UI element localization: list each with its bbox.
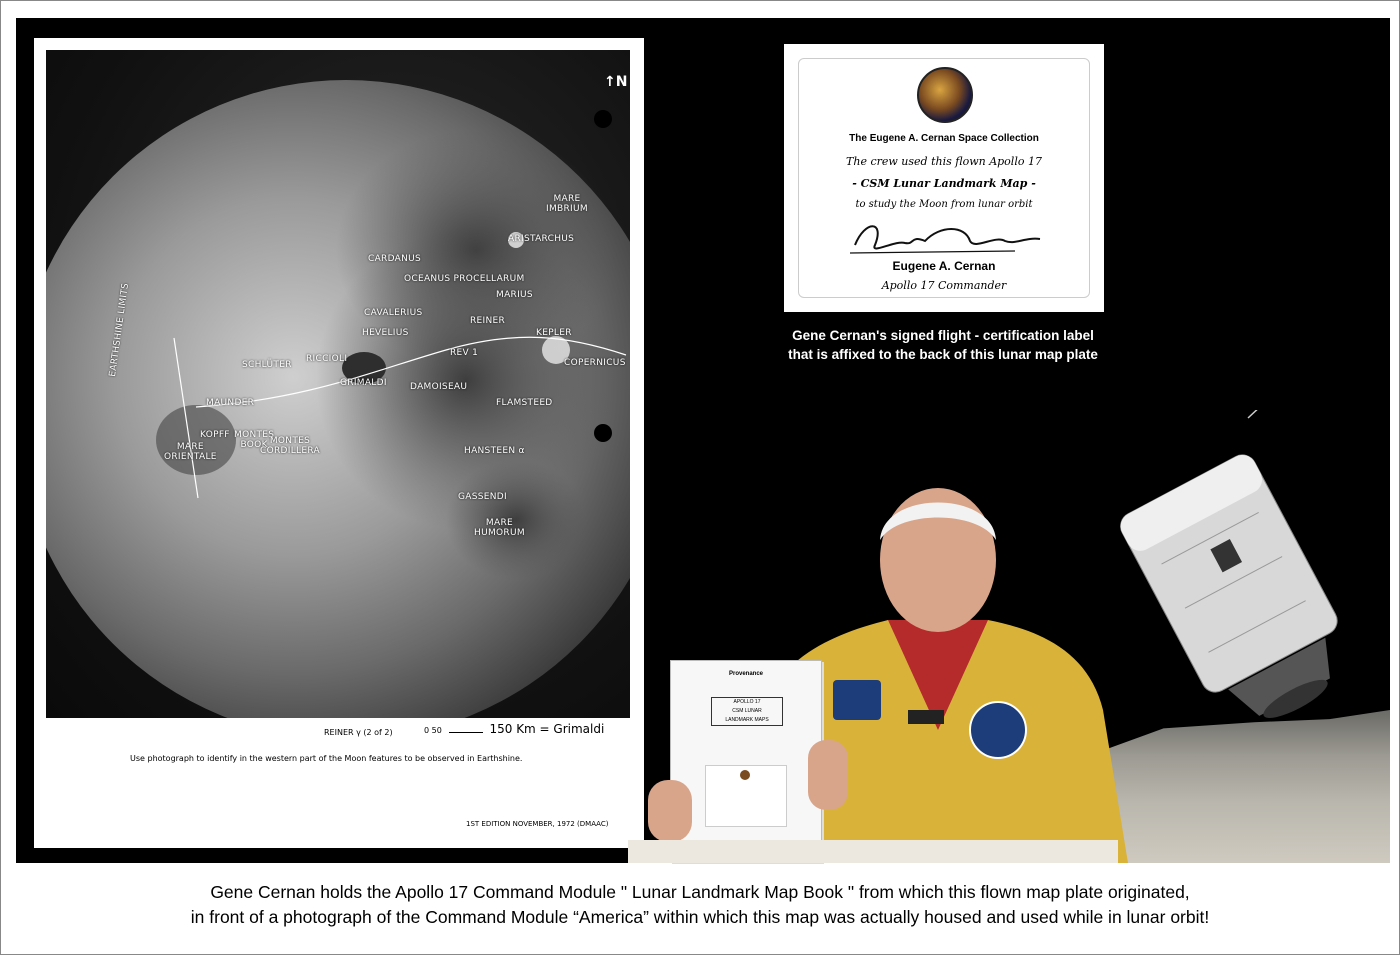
left-hand [648,780,692,842]
book-title-box [711,697,783,726]
label-kepler: KEPLER [536,328,572,338]
cert-line3: to study the Moon from lunar orbit [855,199,1033,210]
label-aristarchus: ARISTARCHUS [508,234,575,244]
apollo17-emblem-icon [917,67,973,123]
moon-illustration [46,50,630,718]
cert-caption-line2: that is affixed to the back of this lunar map plate [788,347,1098,362]
book-emblem-icon [740,770,750,780]
label-riccioli: RICCIOLI [306,354,348,364]
label-maunder: MAUNDER [206,398,255,408]
book-label-card [705,765,787,827]
north-label: N [615,74,628,90]
scale-text: 150 Km = Grimaldi [489,722,605,736]
book-title-line1: APOLLO 17 [733,699,761,705]
bottom-caption [0,880,1400,930]
table-surface [628,840,1118,863]
label-cardanus: CARDANUS [368,254,422,264]
cert-role: Apollo 17 Commander [881,279,1007,292]
label-gassendi: GASSENDI [458,492,507,502]
mare-orientale-shade [156,405,236,475]
label-schluter: SCHLÜTER [242,360,292,370]
bottom-caption-line2: in front of a photograph of the Command Module “America” within which this map was actually housed and used while in lunar orbit! [190,907,1210,927]
cernan-scene [628,410,1390,863]
map-caption: Use photograph to identify in the western part of the Moon features to be observed in Earthshine. [130,754,523,763]
cert-line2: - CSM Lunar Landmark Map - [852,177,1036,190]
label-copernicus: COPERNICUS [564,358,626,368]
label-flamsteed: FLAMSTEED [496,398,553,408]
book-title-line3: LANDMARK MAPS [725,717,769,723]
book-title-line2: CSM LUNAR [732,708,762,714]
label-earthshine-limits: EARTHSHINE LIMITS [108,282,132,378]
label-mare-orientale: MARE ORIENTALE [164,442,217,462]
label-damoiseau: DAMOISEAU [410,382,468,392]
map-edition: 1ST EDITION NOVEMBER, 1972 (DMAAC) [466,820,609,828]
label-grimaldi: GRIMALDI [340,378,387,388]
label-hevelius: HEVELIUS [362,328,409,338]
north-arrow-icon: ↑N [604,74,628,90]
scale-line [449,732,483,733]
label-oceanus-procellarum: OCEANUS PROCELLARUM [404,274,525,284]
map-footer [46,718,630,836]
label-cavalerius: CAVALERIUS [364,308,423,318]
label-reiner: REINER [470,316,506,326]
binder-hole-middle [594,424,612,442]
cert-line1: The crew used this flown Apollo 17 [846,155,1042,168]
certification-label [798,58,1090,298]
right-hand [808,740,848,810]
cert-name: Eugene A. Cernan [892,259,996,273]
label-mare-humorum: MARE HUMORUM [474,518,525,538]
label-marius: MARIUS [496,290,533,300]
label-montes-book: MONTES BOOK [234,430,275,450]
lunar-map-plate [34,38,644,848]
bottom-caption-line1: Gene Cernan holds the Apollo 17 Command Module " Lunar Landmark Map Book " from which this flown map plate originated, [210,882,1190,902]
label-kopff: KOPFF [200,430,230,440]
label-hansteen: HANSTEEN α [464,446,525,456]
label-mare-imbrium: MARE IMBRIUM [546,194,588,214]
label-rev1: REV 1 [450,348,479,358]
reiner-note: REINER γ (2 of 2) [324,728,393,737]
scale-ticks: 0 50 [424,726,442,735]
moon-photograph [46,50,630,718]
binder-hole-top [594,110,612,128]
cert-caption-line1: Gene Cernan's signed flight - certification label [792,328,1094,343]
scale-bar [424,722,604,736]
lunar-landmark-map-book [670,660,822,862]
signature [845,215,1045,259]
cert-title: The Eugene A. Cernan Space Collection [849,133,1039,144]
certificate-caption [740,326,1146,364]
label-montes-cordillera: MONTES CORDILLERA [260,436,320,456]
book-provenance: Provenance [728,671,764,677]
